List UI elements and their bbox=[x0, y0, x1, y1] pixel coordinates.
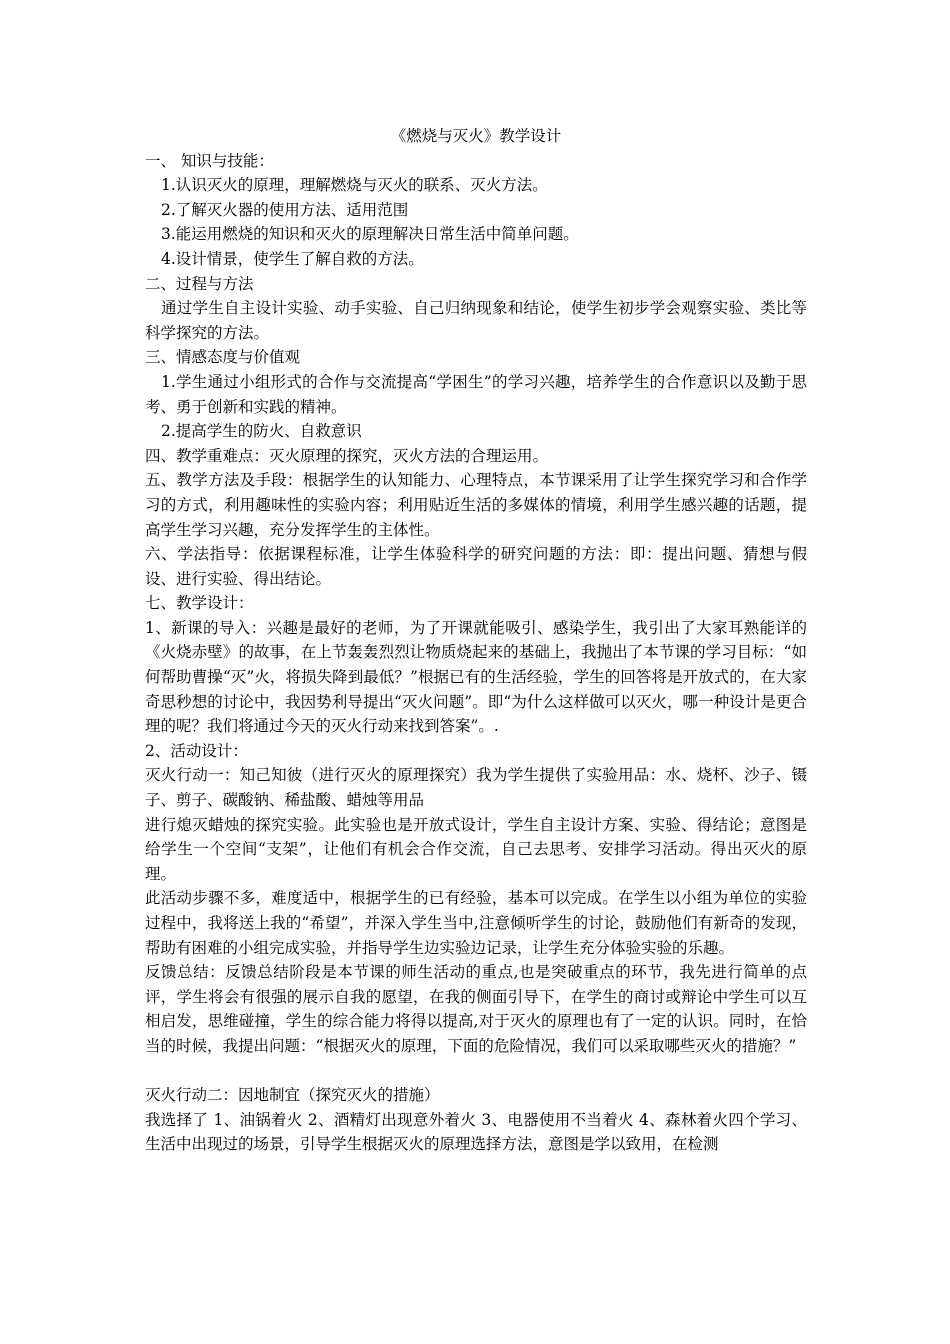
section-7-intro-paragraph: 1、新课的导入：兴趣是最好的老师，为了开课就能吸引、感染学生，我引出了大家耳熟能详的《火烧赤壁》的故事，在上节轰轰烈烈让物质烧起来的基础上，我抛出了本节课的学习目标：“如何帮助曹操“灭”火，将损失降到最低？”根据已有的生活经验，学生的回答将是开放式的，在大家奇思秒想的讨论中，我因势利导提出“灭火问题”。即“为什么这样做可以灭火，哪一种设计是更合理的呢？我们将通过今天的灭火行动来找到答案”。. bbox=[145, 618, 807, 736]
section-7-action-two-heading: 灭火行动二：因地制宜（探究灭火的措施） bbox=[145, 1086, 440, 1105]
section-1-heading: 一、 知识与技能： bbox=[145, 151, 274, 170]
blank-line bbox=[145, 1059, 807, 1084]
document-page bbox=[145, 124, 807, 1157]
section-1-item: 1.认识灭火的原理，理解燃烧与灭火的联系、灭火方法。 bbox=[161, 176, 548, 195]
section-7-experiment-paragraph: 进行熄灭蜡烛的探究实验。此实验也是开放式设计，学生自主设计方案、实验、得结论；意图是给学生一个空间“支架”，让他们有机会合作交流，自己去思考、安排学习活动。得出灭火的原理。 bbox=[145, 815, 807, 883]
section-7-process-paragraph: 此活动步骤不多，难度适中，根据学生的已有经验，基本可以完成。在学生以小组为单位的实验过程中，我将送上我的“希望”，并深入学生当中,注意倾听学生的讨论，鼓励他们有新奇的发现，帮助有困难的小组完成实验，并指导学生边实验边记录，让学生充分体验实验的乐趣。 bbox=[145, 889, 807, 957]
section-4-paragraph: 四、教学重难点：灭火原理的探究，灭火方法的合理运用。 bbox=[145, 446, 549, 465]
section-6-paragraph: 六、学法指导：依据课程标准，让学生体验科学的研究问题的方法：即：提出问题、猜想与假设、进行实验、得出结论。 bbox=[145, 545, 807, 588]
section-1-item: 4.设计情景，使学生了解自救的方法。 bbox=[161, 249, 424, 268]
section-2-body: 通过学生自主设计实验、动手实验、自己归纳现象和结论，使学生初步学会观察实验、类比等科学探究的方法。 bbox=[145, 299, 807, 342]
section-1-item: 2.了解灭火器的使用方法、适用范围 bbox=[161, 200, 409, 219]
section-7-activity-heading: 2、活动设计： bbox=[145, 741, 248, 760]
section-3-item: 1.学生通过小组形式的合作与交流提高“学困生”的学习兴趣，培养学生的合作意识以及勤于思考、勇于创新和实践的精神。 bbox=[145, 372, 807, 416]
section-7-action-two-paragraph: 我选择了 1、油锅着火 2、酒精灯出现意外着火 3、电器使用不当着火 4、森林着火四个学习、生活中出现过的场景，引导学生根据灭火的原理选择方法，意图是学以致用，在检测 bbox=[145, 1110, 807, 1154]
section-7-action-one-paragraph: 灭火行动一：知己知彼（进行灭火的原理探究）我为学生提供了实验用品：水、烧杯、沙子、镊子、剪子、碳酸钠、稀盐酸、蜡烛等用品 bbox=[145, 766, 807, 810]
section-1-item: 3.能运用燃烧的知识和灭火的原理解决日常生活中简单问题。 bbox=[161, 225, 579, 244]
section-7-heading: 七、教学设计： bbox=[145, 594, 254, 613]
section-5-paragraph: 五、教学方法及手段：根据学生的认知能力、心理特点，本节课采用了让学生探究学习和合作学习的方式，利用趣味性的实验内容；利用贴近生活的多媒体的情境，利用学生感兴趣的话题，提高学生学习兴趣，充分发挥学生的主体性。 bbox=[145, 471, 807, 539]
section-3-item: 2.提高学生的防火、自救意识 bbox=[161, 422, 362, 441]
document-title: 《燃烧与灭火》教学设计 bbox=[390, 127, 562, 145]
section-3-heading: 三、情感态度与价值观 bbox=[145, 348, 301, 367]
section-2-heading: 二、过程与方法 bbox=[145, 274, 254, 293]
section-7-feedback-paragraph: 反馈总结：反馈总结阶段是本节课的师生活动的重点,也是突破重点的环节，我先进行简单的点评，学生将会有很强的展示自我的愿望，在我的侧面引导下，在学生的商讨或辩论中学生可以互相启发，思维碰撞，学生的综合能力将得以提高,对于灭火的原理也有了一定的认识。同时，在恰当的时候，我提出问题：“根据灭火的原理，下面的危险情况，我们可以采取哪些灭火的措施？” bbox=[145, 963, 807, 1055]
